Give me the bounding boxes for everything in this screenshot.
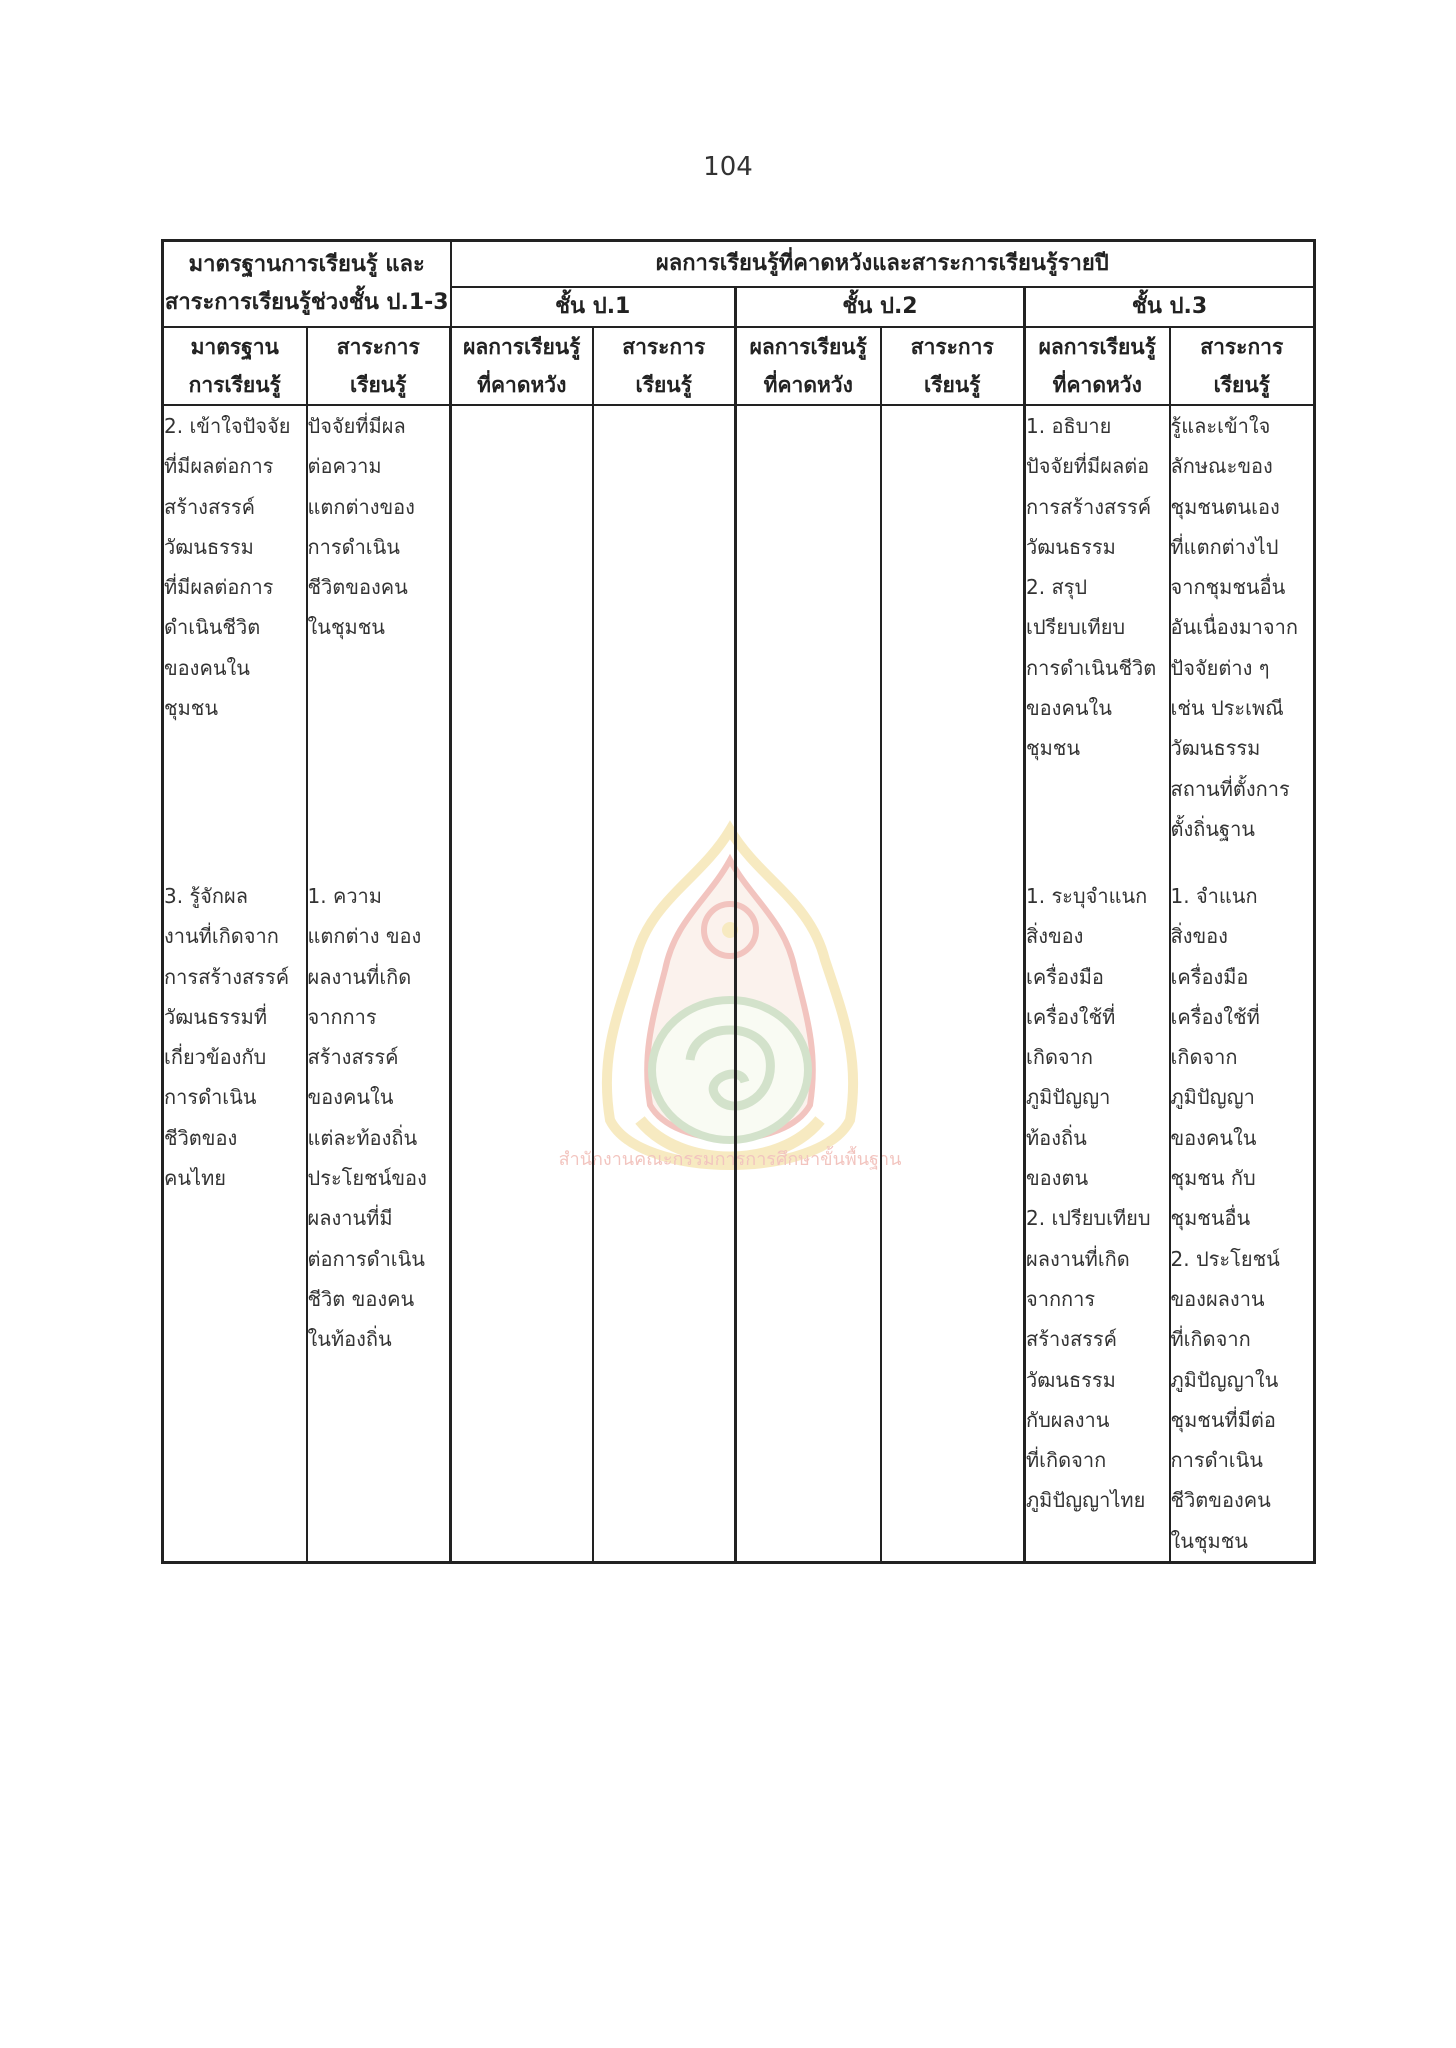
curriculum-table (161, 239, 1316, 1564)
row2-p3-outcome: 1. ระบุจำแนก สิ่งของ เครื่องมือ เครื่องใช้ที่ เกิดจาก ภูมิปัญญา ท้องถิ่น ของตน 2. เปรียบเทียบ ผลงานที่เกิด จากการ สร้างสรรค์ วัฒนธรรม กับผลงาน ที่เกิดจาก ภูมิปัญญาไทย (1025, 876, 1170, 1563)
row2-p2-outcome (736, 876, 881, 1563)
subheader-p3-content: สาระการ เรียนรู้ (1170, 327, 1315, 405)
row1-p3-content: รู้และเข้าใจ ลักษณะของ ชุมชนตนเอง ที่แตกต่างไป จากชุมชนอื่น อันเนื่องมาจาก ปัจจัยต่าง ๆ เช่น ประเพณี วัฒนธรรม สถานที่ตั้งการ ตั้งถิ่นฐาน (1170, 405, 1315, 876)
row1-p1-content (593, 405, 736, 876)
subheader-p2-content: สาระการ เรียนรู้ (881, 327, 1025, 405)
row2-p2-content (881, 876, 1025, 1563)
row1-standard: 2. เข้าใจปัจจัย ที่มีผลต่อการ สร้างสรรค์ วัฒนธรรม ที่มีผลต่อการ ดำเนินชีวิต ของคนใน ชุมชน (163, 405, 307, 876)
row1-p3-outcome: 1. อธิบาย ปัจจัยที่มีผลต่อ การสร้างสรรค์ วัฒนธรรม 2. สรุป เปรียบเทียบ การดำเนินชีวิต ของคนใน ชุมชน (1025, 405, 1170, 876)
grade-p3-header: ชั้น ป.3 (1025, 287, 1315, 327)
row2-content: 1. ความ แตกต่าง ของ ผลงานที่เกิด จากการ สร้างสรรค์ ของคนใน แต่ละท้องถิ่น ประโยชน์ของ ผลงานที่มี ต่อการดำเนิน ชีวิต ของคน ในท้องถิ่น (307, 876, 451, 1563)
subheader-standard: มาตรฐาน การเรียนรู้ (163, 327, 307, 405)
row1-content: ปัจจัยที่มีผล ต่อความ แตกต่างของ การดำเนิน ชีวิตของคน ในชุมชน (307, 405, 451, 876)
header-standards-title: มาตรฐานการเรียนรู้ และ สาระการเรียนรู้ช่วงชั้น ป.1-3 (163, 241, 451, 328)
row1-p2-content (881, 405, 1025, 876)
row2-p1-content (593, 876, 736, 1563)
emblem-ring-text: สำนักงานคณะกรรมการการศึกษาขั้นพื้นฐาน (558, 1149, 902, 1170)
page-number: 104 (703, 152, 753, 182)
subheader-p1-outcome: ผลการเรียนรู้ ที่คาดหวัง (451, 327, 593, 405)
grade-p1-header: ชั้น ป.1 (451, 287, 736, 327)
row2-p1-outcome (451, 876, 593, 1563)
grade-p2-header: ชั้น ป.2 (736, 287, 1025, 327)
row2-p3-content: 1. จำแนก สิ่งของ เครื่องมือ เครื่องใช้ที่ เกิดจาก ภูมิปัญญา ของคนใน ชุมชน กับ ชุมชนอื่น 2. ประโยชน์ ของผลงาน ที่เกิดจาก ภูมิปัญญาใน ชุมชนที่มีต่อ การดำเนิน ชีวิตของคน ในชุมชน (1170, 876, 1315, 1563)
row1-p2-outcome (736, 405, 881, 876)
subheader-p2-outcome: ผลการเรียนรู้ ที่คาดหวัง (736, 327, 881, 405)
table-row (163, 876, 1315, 1563)
table-row (163, 405, 1315, 876)
subheader-p1-content: สาระการ เรียนรู้ (593, 327, 736, 405)
row1-p1-outcome (451, 405, 593, 876)
subheader-content: สาระการ เรียนรู้ (307, 327, 451, 405)
subheader-p3-outcome: ผลการเรียนรู้ ที่คาดหวัง (1025, 327, 1170, 405)
header-outcomes-title: ผลการเรียนรู้ที่คาดหวังและสาระการเรียนรู้รายปี (451, 241, 1315, 288)
row2-standard: 3. รู้จักผล งานที่เกิดจาก การสร้างสรรค์ วัฒนธรรมที่ เกี่ยวข้องกับ การดำเนิน ชีวิตของ คนไทย (163, 876, 307, 1563)
